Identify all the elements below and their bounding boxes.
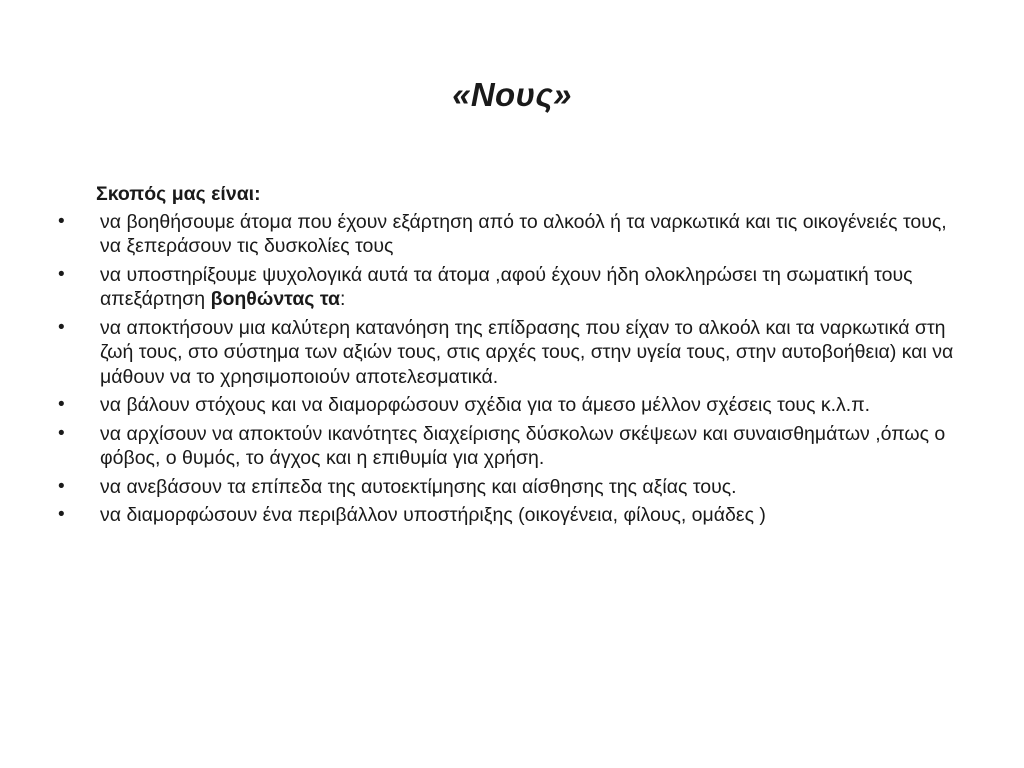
- bullet-icon: •: [58, 422, 65, 444]
- list-item: [58, 503, 968, 528]
- slide-title: «Νους»: [452, 76, 572, 113]
- bullet-icon: •: [58, 210, 65, 232]
- bullet-icon: •: [58, 394, 65, 415]
- bullet-icon: •: [58, 504, 65, 525]
- slide-body: [58, 182, 968, 532]
- list-item: [58, 422, 968, 471]
- bullet-icon: •: [58, 316, 65, 338]
- bullet-text: να αποκτήσουν μια καλύτερη κατανόηση της επίδρασης που είχαν το αλκοόλ και τα ναρκωτικά στη ζωή τους, στο σύστημα των αξιών τους, στις αρχές τους, στην υγεία τους, στην αυτοβοήθεια) και να μάθουν να το χρησιμοποιούν αποτελεσματικά.: [100, 316, 954, 388]
- bullet-text: να αρχίσουν να αποκτούν ικανότητες διαχείρισης δύσκολων σκέψεων και συναισθημάτων ,όπως ο φόβος, ο θυμός, το άγχος και η επιθυμία για χρήση.: [100, 422, 946, 469]
- list-item: [58, 210, 968, 259]
- bullet-text: να βάλουν στόχους και να διαμορφώσουν σχέδια για το άμεσο μέλλον σχέσεις τους κ.λ.π.: [100, 394, 871, 416]
- list-item: [58, 263, 968, 312]
- bullet-list: [58, 210, 968, 528]
- bullet-text: να διαμορφώσουν ένα περιβάλλον υποστήριξης (οικογένεια, φίλους, ομάδες ): [100, 504, 766, 526]
- bullet-trailing-text: :: [340, 288, 346, 310]
- bullet-bold-text: βοηθώντας τα: [210, 288, 341, 310]
- bullet-text: να ανεβάσουν τα επίπεδα της αυτοεκτίμησης και αίσθησης της αξίας τους.: [100, 475, 737, 498]
- list-item: [58, 316, 968, 390]
- bullet-text: να βοηθήσουμε άτομα που έχουν εξάρτηση από το αλκοόλ ή τα ναρκωτικά και τις οικογένειές τους, να ξεπεράσουν τις δυσκολίες τους: [100, 210, 947, 257]
- list-item: [58, 475, 968, 500]
- bullet-icon: •: [58, 475, 65, 497]
- intro-heading: Σκοπός μας είναι:: [96, 183, 261, 205]
- list-item: [58, 393, 968, 418]
- bullet-icon: •: [58, 263, 65, 285]
- bullet-text: να υποστηρίξουμε ψυχολογικά αυτά τα άτομα ,αφού έχουν ήδη ολοκληρώσει τη σωματική τους απεξάρτηση: [100, 263, 913, 310]
